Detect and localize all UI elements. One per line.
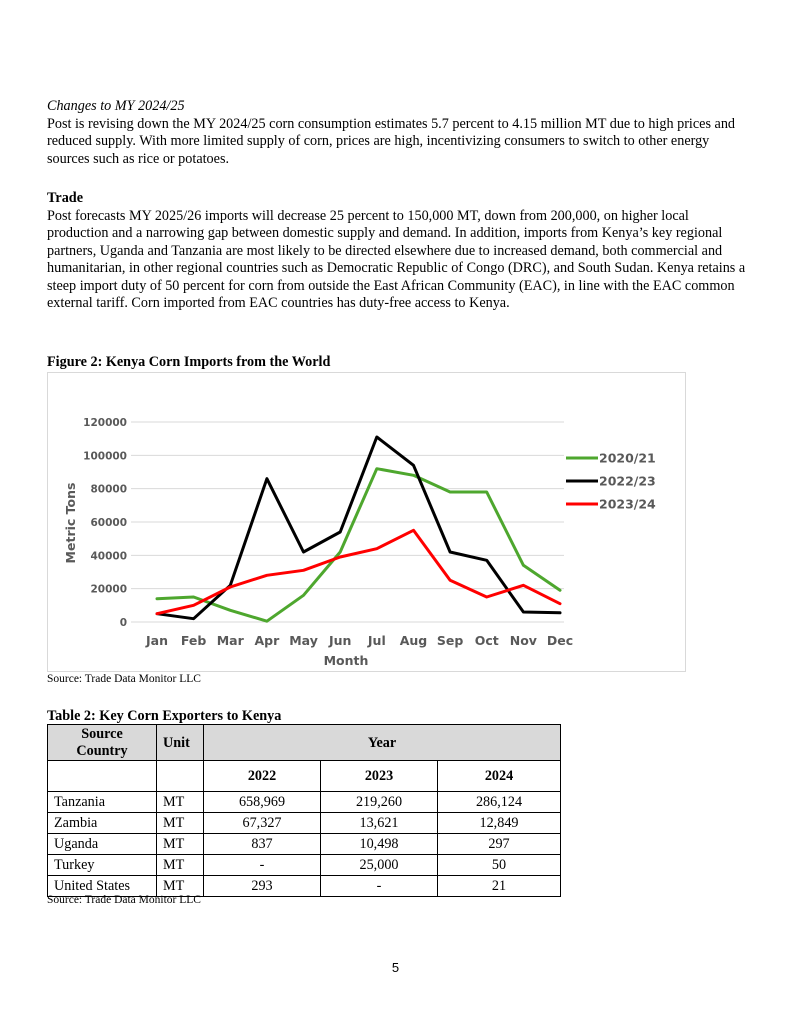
table-row	[48, 855, 561, 876]
legend-label: 2023/24	[599, 496, 656, 512]
year-row-blank	[48, 761, 157, 792]
row-value: -	[204, 855, 321, 876]
row-value: 67,327	[204, 813, 321, 834]
row-country: Zambia	[48, 813, 157, 834]
row-value: 219,260	[321, 792, 438, 813]
series-line-2023-24	[157, 530, 560, 613]
x-tick-label: Aug	[399, 633, 428, 648]
row-value: 293	[204, 876, 321, 897]
row-value: 297	[438, 834, 561, 855]
year-row-blank	[157, 761, 204, 792]
legend-label: 2022/23	[599, 473, 656, 489]
row-value: 12,849	[438, 813, 561, 834]
x-tick-label: Nov	[509, 633, 537, 648]
y-tick-label: 100000	[83, 450, 127, 463]
table-header-row	[48, 725, 561, 761]
row-unit: MT	[157, 855, 204, 876]
y-tick-label: 80000	[90, 483, 127, 496]
section-subhead: Changes to MY 2024/25	[47, 98, 185, 114]
row-unit: MT	[157, 834, 204, 855]
table-year-row	[48, 761, 561, 792]
y-axis-title: Metric Tons	[63, 482, 78, 564]
table-source: Source: Trade Data Monitor LLC	[47, 894, 201, 906]
x-tick-label: Sep	[436, 633, 464, 648]
y-tick-label: 120000	[83, 417, 127, 429]
row-value: 837	[204, 834, 321, 855]
year-2022: 2022	[204, 761, 321, 792]
row-value: 10,498	[321, 834, 438, 855]
row-value: 50	[438, 855, 561, 876]
legend-label: 2020/21	[599, 450, 656, 466]
row-country: Uganda	[48, 834, 157, 855]
figure-source: Source: Trade Data Monitor LLC	[47, 673, 201, 685]
table-title: Table 2: Key Corn Exporters to Kenya	[47, 708, 282, 724]
x-tick-label: Feb	[180, 633, 207, 648]
chart-svg	[48, 373, 685, 671]
row-country: Turkey	[48, 855, 157, 876]
y-tick-label: 20000	[90, 583, 127, 596]
y-tick-label: 0	[119, 617, 127, 629]
y-tick-label: 60000	[90, 517, 127, 529]
row-value: 13,621	[321, 813, 438, 834]
trade-heading: Trade	[47, 190, 83, 206]
page-number: 5	[391, 960, 400, 975]
row-country: Tanzania	[48, 792, 157, 813]
year-2024: 2024	[438, 761, 561, 792]
row-value: 658,969	[204, 792, 321, 813]
table-row	[48, 813, 561, 834]
table-row	[48, 792, 561, 813]
x-tick-label: Dec	[546, 633, 574, 648]
row-value: -	[321, 876, 438, 897]
x-tick-label: Jan	[146, 633, 168, 648]
row-country: United States	[48, 876, 157, 897]
header-unit: Unit	[157, 725, 204, 761]
x-tick-label: Oct	[474, 633, 499, 648]
row-value: 25,000	[321, 855, 438, 876]
row-value: 21	[438, 876, 561, 897]
header-source-country: Source Country	[48, 725, 157, 761]
exporters-table	[47, 724, 561, 897]
x-tick-label: Mar	[216, 633, 244, 648]
x-tick-label: Jul	[367, 633, 386, 648]
x-axis-title: Month	[323, 653, 369, 668]
row-unit: MT	[157, 792, 204, 813]
consumption-paragraph: Post is revising down the MY 2024/25 corn consumption estimates 5.7 percent to 4.15 million MT due to high prices and reduced supply. With more limited supply of corn, prices are high, incentivizing consumers to switch to other energy sources such as rice or potatoes.	[47, 116, 736, 167]
imports-chart	[47, 372, 686, 672]
row-unit: MT	[157, 813, 204, 834]
year-2023: 2023	[321, 761, 438, 792]
y-tick-label: 40000	[90, 550, 127, 563]
header-year: Year	[204, 725, 561, 761]
x-tick-label: May	[289, 633, 318, 648]
x-tick-label: Apr	[254, 633, 280, 648]
x-tick-label: Jun	[328, 633, 352, 648]
row-value: 286,124	[438, 792, 561, 813]
table-row	[48, 834, 561, 855]
trade-paragraph: Post forecasts MY 2025/26 imports will decrease 25 percent to 150,000 MT, down from 200,000, on higher local production and a narrowing gap between domestic supply and demand. In addition, imports from Kenya’s key regional partners, Uganda and Tanzania are most likely to be directed elsewhere due to increased demand, both commercial and humanitarian, in other regional countries such as Democratic Republic of Congo (DRC), and South Sudan. Kenya retains a steep import duty of 50 percent for corn from outside the East African Community (EAC), in line with the EAC common external tariff. Corn imported from EAC countries has duty-free access to Kenya.	[47, 208, 746, 312]
figure-title: Figure 2: Kenya Corn Imports from the World	[47, 354, 331, 370]
row-unit: MT	[157, 876, 204, 897]
